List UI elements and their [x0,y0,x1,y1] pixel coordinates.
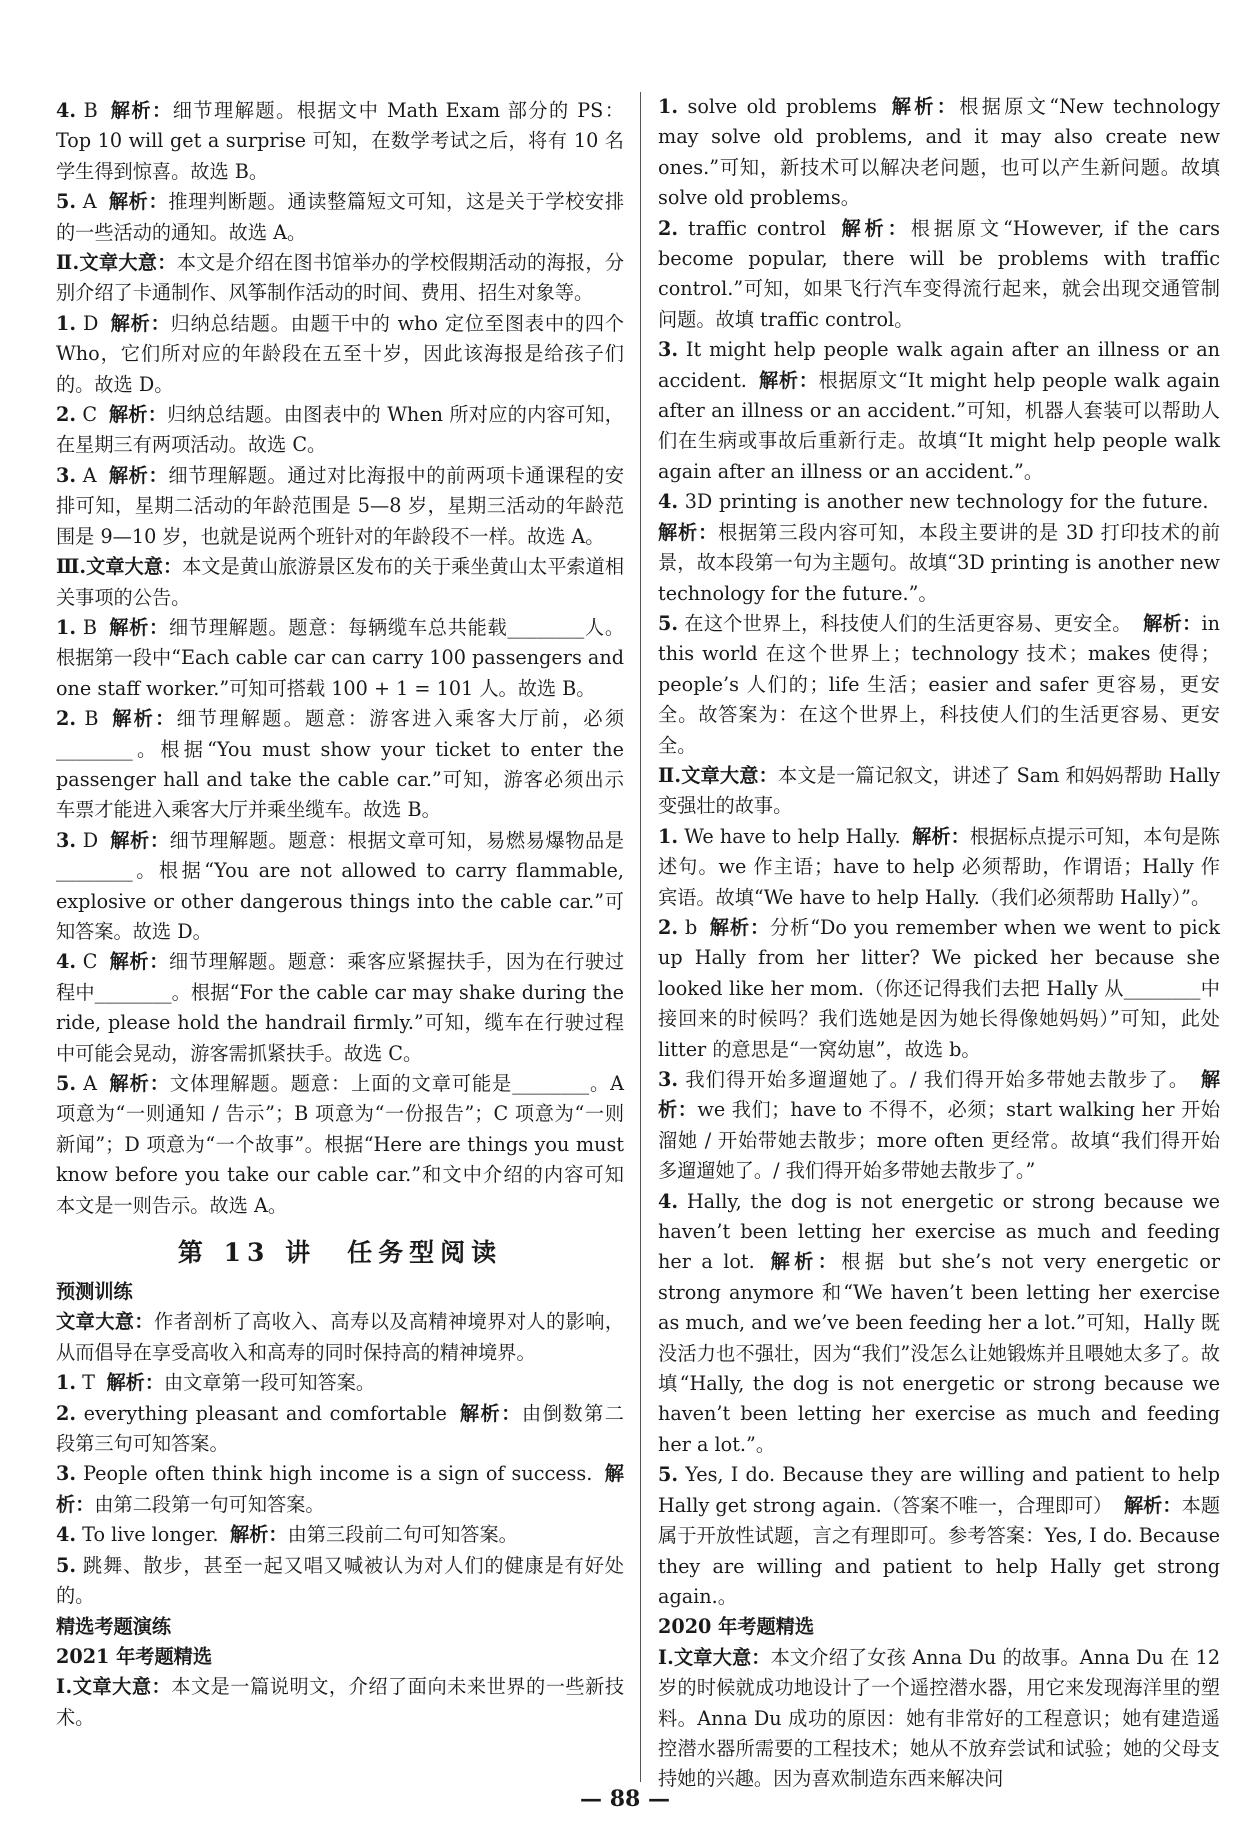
entry-text: 根据原文“However, if the cars become popular, there will be problems with traffic control.”可知，如果飞行汽车变得流行起来，就会出现交通管制问题。故填 traffic control。 [658,216,1220,331]
page-number: — 88 — [580,1786,670,1812]
entry-number: 1. [56,615,77,639]
entry-answer: T [82,1371,95,1395]
entry-text: 根据标点提示可知，本句是陈述句。we 作主语；have to help 必须帮助，作谓语；Hally 作宾语。故填“We have to help Hally.（我们必须帮助 Hally）”。 [658,824,1220,909]
entry-text: 根据第三段内容可知，本段主要讲的是 3D 打印技术的前景，故本段第一句为主题句。故填“3D printing is another new technology for the future.”。 [658,520,1221,605]
entry-answer: 在这个世界上，科技使人们的生活更容易、更安全。 [684,611,1132,635]
entry-text: 推理判断题。通读整篇短文可知，这是关于学校安排的一些活动的通知。故选 A。 [56,190,625,244]
entry-answer: B [84,707,99,731]
answer-entry: Ⅱ.文章大意：本文是一篇记叙文，讲述了 Sam 和妈妈帮助 Hally 变强壮的故事。 [658,763,1220,818]
subhead-forecast: 预测训练 [56,1280,133,1304]
last-label: 文章大意 [673,1645,752,1669]
entry-text: 由第三段前二句可知答案。 [287,1523,518,1547]
entry-number: 4. [658,490,679,514]
entry-label: 解析 [108,615,150,639]
entry-number: 2. [56,403,77,427]
column-divider [640,92,641,1782]
summary-paragraph: 文章大意：作者剖析了高收入、高寿以及高精神境界对人的影响，从而倡导在享受高收入和高寿的同时保持高的精神境界。 [56,1310,625,1364]
entry-label: 文章大意 [79,251,158,275]
answer-entry: 4. To live longer. 解析：由第三段前二句可知答案。 [56,1523,518,1547]
answer-entry: 3. A 解析：细节理解题。通过对比海报中的前两项卡通课程的安排可知，星期二活动的年龄范围是 5—8 岁，星期三活动的年龄范围是 9—10 岁，也就是说两个班针对的年龄段不一样。故选 A。 [56,463,625,548]
intro-num: Ⅰ. [56,1675,73,1699]
left-column [56,96,624,1733]
entry-answer: 跳舞、散步，甚至一起又唱又喊被认为对人们的健康是有好处的。 [56,1553,624,1608]
entry-label: 文章大意 [86,555,163,579]
entry-text: 本文是一篇记叙文，讲述了 Sam 和妈妈帮助 Hally 变强壮的故事。 [658,763,1220,818]
entry-answer: It might help people walk again after an illness or an accident. [658,338,1220,392]
answer-entry: 2. b 解析：分析“Do you remember when we went to pick up Hally from her litter? We picked her because she looked like her mom.（你还记得我们去把 Hally 从________中接回来的时候吗？我们选她是因为她长得像她妈妈）”可知，此处 litter 的意思是“一窝幼崽”，故选 b。 [658,915,1221,1061]
entry-label: 解析 [109,828,150,852]
last-paragraph: Ⅰ.文章大意：本文介绍了女孩 Anna Du 的故事。Anna Du 在 12 岁的时候就成功地设计了一个遥控潜水器，用它来发现海洋里的塑料。Anna Du 成功的原因：她有非常好的工程意识；她有建造遥控潜水器所需要的工程技术；她从不放弃尝试和试验；她的父母支持她的兴趣。因为喜欢制造东西来解决问 [658,1645,1221,1791]
answer-entry: 2. B 解析：细节理解题。题意：游客进入乘客大厅前，必须________。根据“You must show your ticket to enter the passenger hall and take the cable car.”可知，游客必须出示车票才能进入乘客大厅并乘坐缆车。故选 B。 [56,707,625,822]
answer-entry: 1. solve old problems 解析：根据原文“New technology may solve old problems, and it may also create new ones.”可知，新技术可以解决老问题，也可以产生新问题。故填 solve old problems。 [658,95,1220,210]
entry-number: 2. [56,1401,77,1425]
left-entries-2 [56,1368,624,1611]
entry-number: 1. [56,311,77,335]
entry-label: 解析 [708,915,750,939]
answer-entry: 4. C 解析：细节理解题。题意：乘客应紧握扶手，因为在行驶过程中________。根据“For the cable car may shake during the ride, please hold the handrail firmly.”可知，缆车在行驶过程中可能会晃动，游客需抓紧扶手。故选 C。 [56,950,625,1065]
entry-label: 解析 [658,1068,1220,1122]
intro-label: 文章大意 [72,1675,152,1699]
answer-entry: 1. We have to help Hally. 解析：根据标点提示可知，本句是陈述句。we 作主语；have to help 必须帮助，作谓语；Hally 作宾语。故填“We have to help Hally.（我们必须帮助 Hally）”。 [658,824,1220,909]
entry-label: 解析 [1123,1493,1163,1517]
last-num: Ⅰ. [658,1645,674,1669]
entry-answer: D [82,311,99,335]
entry-label: 解析 [912,824,951,848]
entry-text: 细节理解题。题意：根据文章可知，易燃易爆物品是________。根据“You are not allowed to carry flammable, explosive or other dangerous things into the cable car.”可知答案。故选 D。 [56,828,625,943]
entry-label: 解析 [110,707,156,731]
entry-label: 解析 [108,463,149,487]
entry-label: 解析 [106,1371,145,1395]
intro-text: 本文是一篇说明文，介绍了面向未来世界的一些新技术。 [56,1675,625,1729]
answer-entry: 4. B 解析：细节理解题。根据文中 Math Exam 部分的 PS：Top 10 will get a surprise 可知，在数学考试之后，将有 10 名学生得到惊喜。故选 B。 [56,99,624,183]
entry-answer: C [82,403,98,427]
entry-text: 细节理解题。题意：乘客应紧握扶手，因为在行驶过程中________。根据“For the cable car may shake during the ride, please hold the handrail firmly.”可知，缆车在行驶过程中可能会晃动，游客需抓紧扶手。故选 C。 [56,950,625,1065]
right-column [658,92,1220,1795]
entry-number: 4. [56,99,77,122]
entry-label: 解析 [458,1401,502,1425]
entry-number: 3. [56,828,77,852]
entry-answer: A [82,190,97,214]
subhead-selected: 精选考题演练 [56,1614,172,1638]
entry-number: 1. [658,95,679,118]
entry-label: 解析 [108,950,150,974]
entry-text: 细节理解题。根据文中 Math Exam 部分的 PS：Top 10 will get a surprise 可知，在数学考试之后，将有 10 名学生得到惊喜。故选 B。 [56,99,624,183]
entry-number: 2. [658,216,679,240]
entry-number: 3. [56,1462,77,1486]
last-text: 本文介绍了女孩 Anna Du 的故事。Anna Du 在 12 岁的时候就成功地设计了一个遥控潜水器，用它来发现海洋里的塑料。Anna Du 成功的原因：她有非常好的工程意识；她有建造遥控潜水器所需要的工程技术；她从不放弃尝试和试验；她的父母支持她的兴趣。因为喜欢制造东西来解决问 [658,1645,1221,1791]
entry-text: in this world 在这个世界上；technology 技术；makes 使得；people’s 人们的；life 生活；easier and safer 更容易，更安全。故答案为：在这个世界上，科技使人们的生活更容易、更安全。 [658,611,1221,757]
answer-entry: 5. Yes, I do. Because they are willing and patient to help Hally get strong again.（答案不唯一，合理即可） 解析：本题属于开放性试题，言之有理即可。参考答案：Yes, I do. Because they are willing and patient to help Hally get strong again.。 [658,1463,1221,1608]
entry-number: 1. [658,824,679,848]
subhead-2021: 2021 年考题精选 [56,1644,213,1668]
entry-label: 解析 [1143,611,1183,635]
entry-answer: C [82,950,98,974]
entry-answer: 我们得开始多遛遛她了。/ 我们得开始多带她去散步了。 [685,1068,1190,1091]
entry-number: 5. [658,611,679,635]
entry-text: 根据原文“It might help people walk again after an illness or an accident.”可知，机器人套装可以帮助人们在生病或事故后重新行走。故填“It might help people walk again after an illness or an accident.”。 [658,368,1221,483]
entry-text: 文体理解题。题意：上面的文章可能是________。A 项意为“一则通知 / 告示”；B 项意为“一份报告”；C 项意为“一则新闻”；D 项意为“一个故事”。根据“Here are things you must know before you take our cable car.”和文中介绍的内容可知本文是一则告示。故选 A。 [56,1072,625,1217]
entry-label: 解析 [108,190,149,214]
entry-number: 5. [56,190,77,214]
answer-entry: 1. D 解析：归纳总结题。由题干中的 who 定位至图表中的四个 Who，它们所对应的年龄段在五至十岁，因此该海报是给孩子们的。故选 D。 [56,311,625,396]
entry-number: 3. [56,463,77,487]
answer-entry: 4. 3D printing is another new technology for the future.解析：根据第三段内容可知，本段主要讲的是 3D 打印技术的前景，故本段第一句为主题句。故填“3D printing is another new technology for the future.”。 [658,490,1221,605]
entry-text: 根据 but she’s not very energetic or strong anymore 和“We haven’t been letting her exercise as much, and we’ve been feeding her a lot.”可知，Hally 既没活力也不强壮，因为“我们”没怎么让她锻炼并且喂她太多了。故填“Hally, the dog is not energetic or strong because we haven’t been letting her exercise as much and feeding her a lot.”。 [658,1250,1220,1456]
answer-entry: 4. Hally, the dog is not energetic or strong because we haven’t been letting her exercise as much and feeding her a lot. 解析：根据 but she’s not very energetic or strong anymore 和“We haven’t been letting her exercise as much, and we’ve been feeding her a lot.”可知，Hally 既没活力也不强壮，因为“我们”没怎么让她锻炼并且喂她太多了。故填“Hally, the dog is not energetic or strong because we haven’t been letting her exercise as much and feeding her a lot.”。 [658,1189,1220,1456]
entry-answer: traffic control [688,216,827,240]
answer-entry: 5. 在这个世界上，科技使人们的生活更容易、更安全。 解析：in this world 在这个世界上；technology 技术；makes 使得；people’s 人们的；life 生活；easier and safer 更容易，更安全。故答案为：在这个世界上，科技使人们的生活更容易、更安全。 [658,611,1221,757]
entry-text: 归纳总结题。由题干中的 who 定位至图表中的四个 Who，它们所对应的年龄段在五至十岁，因此该海报是给孩子们的。故选 D。 [56,311,625,396]
right-entries [658,92,1220,1612]
entry-number: 1. [56,1371,77,1395]
entry-text: 根据原文“New technology may solve old problems, and it may also create new ones.”可知，新技术可以解决老问题，也可以产生新问题。故填 solve old problems。 [658,95,1220,210]
entry-label: 解析 [108,403,148,427]
intro-paragraph: Ⅰ.文章大意：本文是一篇说明文，介绍了面向未来世界的一些新技术。 [56,1675,625,1729]
answer-entry: 5. A 解析：推理判断题。通读整篇短文可知，这是关于学校安排的一些活动的通知。故选 A。 [56,190,625,244]
answer-entry: 2. C 解析：归纳总结题。由图表中的 When 所对应的内容可知，在星期三有两项活动。故选 C。 [56,403,624,457]
entry-answer: B [82,615,97,639]
entry-label: 解析 [837,216,888,240]
entry-number: 4. [56,1523,77,1547]
answer-entry: 3. D 解析：细节理解题。题意：根据文章可知，易燃易爆物品是________。根据“You are not allowed to carry flammable, explosive or other dangerous things into the cable car.”可知答案。故选 D。 [56,828,625,943]
entry-text: we 我们；have to 不得不，必须；start walking her 开始溜她 / 开始带她去散步；more often 更经常。故填“我们得开始多遛遛她了。/ 我们得开始多带她去散步了。” [658,1098,1221,1183]
entry-answer: b [685,915,698,939]
entry-number: 2. [658,915,679,939]
entry-label: 解析 [109,99,153,122]
entry-number: Ⅱ. [658,763,682,787]
entry-text: 细节理解题。通过对比海报中的前两项卡通课程的安排可知，星期二活动的年龄范围是 5—8 岁，星期三活动的年龄范围是 9—10 岁，也就是说两个班针对的年龄段不一样。故选 A。 [56,463,625,548]
entry-number: 2. [56,707,77,731]
entry-text: 由倒数第二段第三句可知答案。 [56,1401,624,1456]
answer-entry [56,1551,624,1612]
entry-answer: 3D printing is another new technology for the future. [684,490,1209,514]
entry-label: 解析 [230,1523,269,1547]
entry-label: 解析 [109,311,151,335]
answer-entry: 2. traffic control 解析：根据原文“However, if the cars become popular, there will be problems with traffic control.”可知，如果飞行汽车变得流行起来，就会出现交通管制问题。故填 traffic control。 [658,216,1220,331]
entry-label: 解析 [888,95,937,118]
entry-label: 解析 [766,1250,818,1274]
entry-text: 细节理解题。题意：每辆缆车总共能载________人。根据第一段中“Each cable car can carry 100 passengers and one staff worker.”可知可搭载 100 + 1 = 101 人。故选 B。 [56,615,625,700]
answer-entry: 1. T 解析：由文章第一段可知答案。 [56,1371,376,1395]
entry-answer: To live longer. [82,1523,219,1547]
entry-label: 解析 [758,368,799,392]
entry-number: Ⅲ. [56,555,87,579]
entry-answer: Yes, I do. Because they are willing and patient to help Hally get strong again.（答案不唯一，合理即可） [658,1463,1220,1517]
answer-entry: 1. B 解析：细节理解题。题意：每辆缆车总共能载________人。根据第一段中“Each cable car can carry 100 passengers and one staff worker.”可知可搭载 100 + 1 = 101 人。故选 B。 [56,615,625,700]
entry-text: 由第二段第一句可知答案。 [94,1492,325,1516]
entry-answer: A [82,463,97,487]
entry-text: 本文是介绍在图书馆举办的学校假期活动的海报，分别介绍了卡通制作、风筝制作活动的时间、费用、招生对象等。 [56,251,625,305]
answer-entry: 3. 我们得开始多遛遛她了。/ 我们得开始多带她去散步了。 解析：we 我们；have to 不得不，必须；start walking her 开始溜她 / 开始带她去散步；more often 更经常。故填“我们得开始多遛遛她了。/ 我们得开始多带她去散步了。” [658,1068,1221,1183]
entry-label: 文章大意 [681,763,759,787]
entry-number: 4. [56,950,77,974]
entry-number: 5. [658,1463,679,1487]
entry-text: 细节理解题。题意：游客进入乘客大厅前，必须________。根据“You must show your ticket to enter the passenger hall and take the cable car.”可知，游客必须出示车票才能进入乘客大厅并乘坐缆车。故选 B。 [56,707,625,822]
answer-entry: Ⅱ.文章大意：本文是介绍在图书馆举办的学校假期活动的海报，分别介绍了卡通制作、风筝制作活动的时间、费用、招生对象等。 [56,251,625,305]
entry-answer: We have to help Hally. [684,824,901,848]
entry-text: 本文是黄山旅游景区发布的关于乘坐黄山太平索道相关事项的公告。 [56,555,625,609]
entry-answer: People often think high income is a sign of success. [83,1462,593,1486]
entry-number: 3. [658,338,679,362]
section-title: 第 13 讲 任务型阅读 [177,1238,503,1268]
answer-entry: 2. everything pleasant and comfortable 解析：由倒数第二段第三句可知答案。 [56,1401,624,1456]
summary-text: 作者剖析了高收入、高寿以及高精神境界对人的影响，从而倡导在享受高收入和高寿的同时保持高的精神境界。 [56,1310,625,1364]
answer-entry: Ⅲ.文章大意：本文是黄山旅游景区发布的关于乘坐黄山太平索道相关事项的公告。 [56,555,625,609]
entry-text: 由文章第一段可知答案。 [164,1371,376,1395]
answer-entry: 3. People often think high income is a sign of success. 解析：由第二段第一句可知答案。 [56,1462,624,1516]
left-entries [56,96,624,1221]
entry-label: 解析 [56,1462,624,1516]
entry-number: 5. [56,1072,77,1095]
entry-text: 分析“Do you remember when we went to pick up Hally from her litter? We picked her because she looked like her mom.（你还记得我们去把 Hally 从________中接回来的时候吗？我们选她是因为她长得像她妈妈）”可知，此处 litter 的意思是“一窝幼崽”，故选 b。 [658,915,1221,1061]
entry-answer: Hally, the dog is not energetic or strong because we haven’t been letting her exercise as much and feeding her a lot. [658,1189,1220,1274]
entry-label: 解析 [108,1072,150,1095]
entry-label: 解析 [658,520,699,544]
entry-answer: A [83,1072,97,1095]
entry-text: 归纳总结题。由图表中的 When 所对应的内容可知，在星期三有两项活动。故选 C。 [56,403,624,457]
entry-number: Ⅱ. [56,251,80,275]
summary-label: 文章大意 [56,1310,135,1334]
entry-answer: B [83,99,98,122]
entry-answer: D [82,828,99,852]
entry-text: 本题属于开放性试题，言之有理即可。参考答案：Yes, I do. Because they are willing and patient to help Hally get strong again.。 [658,1493,1221,1608]
answer-entry: 5. A 解析：文体理解题。题意：上面的文章可能是________。A 项意为“一则通知 / 告示”；B 项意为“一份报告”；C 项意为“一则新闻”；D 项意为“一个故事”。根据“Here are things you must know before you take our cable car.”和文中介绍的内容可知本文是一则告示。故选 A。 [56,1072,625,1217]
entry-number: 3. [658,1068,679,1091]
answer-entry: 3. It might help people walk again after an illness or an accident. 解析：根据原文“It might help people walk again after an illness or an accident.”可知，机器人套装可以帮助人们在生病或事故后重新行走。故填“It might help people walk again after an illness or an accident.”。 [658,338,1221,483]
entry-number: 5. [56,1553,77,1577]
subhead-2020: 2020 年考题精选 [658,1615,815,1639]
entry-answer: solve old problems [687,95,877,118]
entry-answer: everything pleasant and comfortable [83,1401,447,1425]
entry-number: 4. [658,1189,679,1213]
